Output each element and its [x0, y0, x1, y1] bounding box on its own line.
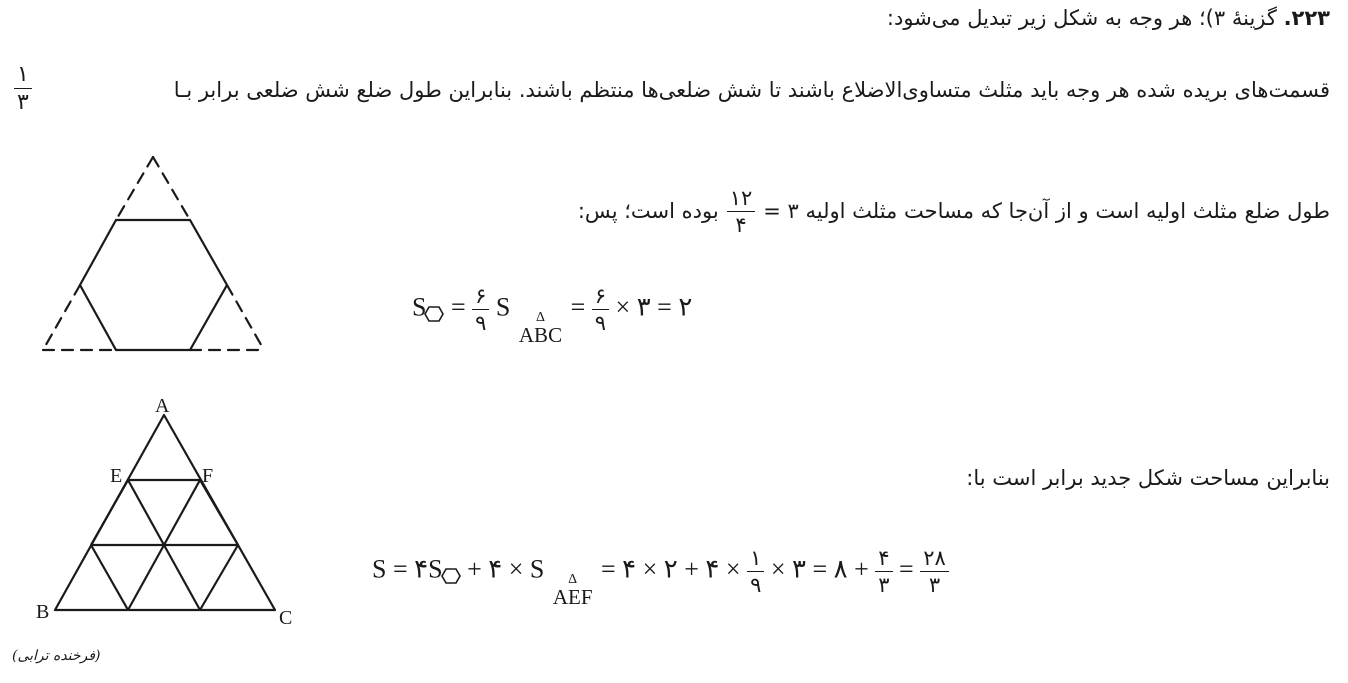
line-3-frac-num: ۱۲ — [727, 186, 756, 212]
dashed-edge-right — [227, 285, 264, 350]
formula-hexagon-area — [412, 284, 692, 346]
f1-sub-abc: ABC — [518, 322, 563, 347]
label-b: B — [36, 601, 50, 623]
f1-s: S — [412, 292, 427, 322]
f2-expr: = ۴ × ۲ + ۴ × — [601, 554, 741, 584]
f1-frac2 — [592, 284, 609, 335]
line-2-frac-num: ۱ — [14, 62, 32, 89]
f1-s2: S — [495, 292, 511, 322]
triangle-abc-outline — [55, 415, 275, 610]
f2-start: S = ۴S — [372, 554, 443, 584]
formula-new-area — [372, 546, 949, 608]
line-2 — [174, 80, 1330, 101]
f2-frac3-den: ۳ — [928, 573, 941, 598]
author-credit: (فرخنده ترابی) — [12, 648, 101, 664]
line-4-text: بنابراین مساحت شکل جدید برابر است با: — [966, 466, 1330, 490]
line-3-text: طول ضلع مثلث اولیه است و از آن‌جا که مساحت مثلث اولیه ۳ = — [763, 199, 1330, 224]
f2-triangle-symbol: Δ — [568, 571, 578, 587]
f1-eq: = — [450, 292, 466, 322]
line-3-frac-den: ۴ — [735, 213, 747, 238]
problem-number: ۲۲۳. — [1283, 6, 1330, 30]
diag-7 — [200, 545, 238, 610]
problem-header-text: گزینهٔ ۳)؛ هر وجه به شکل زیر تبدیل می‌شود: — [886, 6, 1284, 30]
line-3-fraction — [727, 186, 756, 237]
diag-4 — [91, 545, 128, 610]
label-f: F — [202, 465, 214, 487]
f2-frac2 — [875, 546, 892, 597]
figure-truncated-triangle — [38, 150, 278, 360]
diag-3 — [91, 480, 128, 545]
f2-frac2-den: ۳ — [878, 573, 890, 598]
label-a: A — [155, 395, 170, 417]
line-2-frac-den: ۳ — [17, 90, 29, 116]
f2-frac3 — [920, 546, 949, 597]
f1-eq2: = — [570, 292, 586, 322]
hexagon-symbol-icon — [441, 568, 461, 584]
line-2-fraction — [14, 62, 32, 116]
f1-frac2-den: ۹ — [594, 311, 607, 336]
diag-5 — [128, 545, 164, 610]
f1-frac2-num: ۶ — [592, 284, 609, 310]
f2-expr2: × ۳ = ۸ + — [770, 554, 869, 584]
diag-6 — [164, 545, 200, 610]
f2-frac — [747, 546, 764, 597]
line-3-tail: بوده است؛ پس: — [577, 199, 719, 224]
line-2-text: قسمت‌های بریده شده هر وجه باید مثلث متساوی‌الاضلاع باشند تا شش ضلعی‌ها منتظم باشند. بنابراین طول ضلع شش ضلعی برابر بـا — [173, 78, 1330, 102]
f1-frac-den: ۹ — [475, 311, 487, 336]
diag-2 — [164, 480, 200, 545]
f1-rest: × ۳ = ۲ — [615, 292, 693, 322]
label-c: C — [279, 607, 293, 629]
f2-mid: + ۴ × S — [467, 554, 545, 584]
f1-frac — [472, 284, 489, 335]
hexagon-shape — [80, 220, 227, 350]
line-4 — [966, 468, 1330, 489]
diag-1 — [128, 480, 164, 545]
f2-subscript — [553, 573, 593, 608]
f1-triangle-symbol: Δ — [535, 309, 545, 325]
label-e: E — [110, 465, 123, 487]
f1-subscript — [519, 311, 562, 346]
f2-frac3-num: ۲۸ — [920, 546, 949, 572]
diag-8 — [200, 480, 238, 545]
problem-header — [887, 8, 1330, 29]
dashed-edge-left — [43, 285, 80, 350]
f2-frac-num: ۱ — [747, 546, 764, 572]
f2-eq: = — [899, 554, 914, 584]
f2-frac2-num: ۴ — [875, 546, 892, 572]
f2-sub-aef: AEF — [552, 584, 593, 609]
figure-triangle-abc — [28, 392, 308, 632]
dashed-edge-top-left — [116, 157, 153, 220]
line-3 — [578, 186, 1330, 237]
f2-frac-den: ۹ — [750, 573, 762, 598]
dashed-edge-top-right — [153, 157, 190, 220]
hexagon-symbol-icon — [424, 306, 444, 322]
f1-frac-num: ۶ — [472, 284, 489, 310]
